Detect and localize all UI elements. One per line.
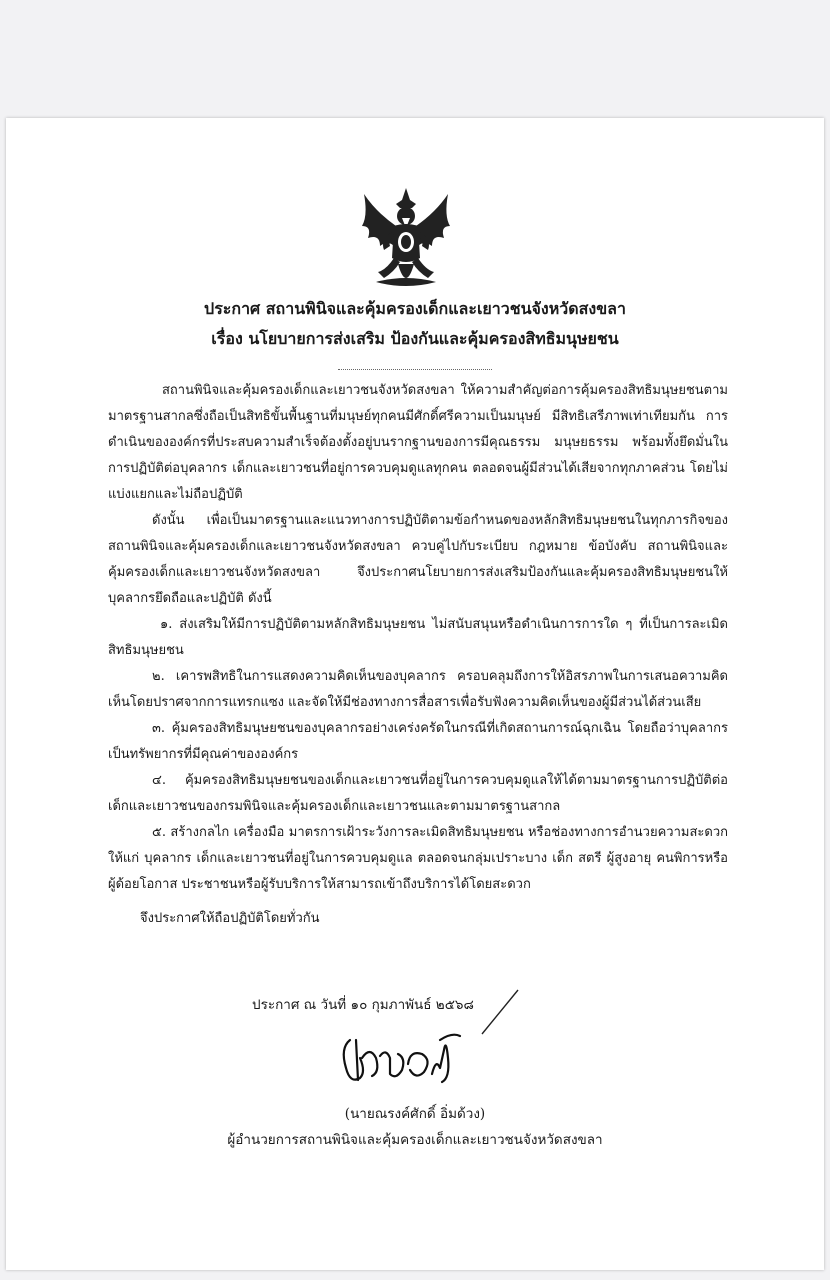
policy-item-3: ๓. คุ้มครองสิทธิมนุษยชนของบุคลากรอย่างเคร่งครัดในกรณีที่เกิดสถานการณ์ฉุกเฉิน โดยถือว่าบุคลากรเป็นทรัพยากรที่มีคุณค่าขององค์กร — [108, 721, 728, 762]
title-divider — [338, 369, 492, 370]
garuda-emblem-icon — [358, 186, 454, 294]
signer-name: (นายณรงค์ศักดิ์ อิ่มด้วง) — [344, 1106, 486, 1122]
announcement-body — [108, 378, 728, 932]
closing-statement: จึงประกาศให้ถือปฏิบัติโดยทั่วกัน — [140, 911, 320, 926]
announcement-subject: เรื่อง นโยบายการส่งเสริม ป้องกันและคุ้มครองสิทธิมนุษยชน — [211, 329, 619, 348]
policy-item-4: ๔. คุ้มครองสิทธิมนุษยชนของเด็กและเยาวชนที่อยู่ในการควบคุมดูแลให้ได้ตามมาตรฐานการปฏิบัติต่อเด็กและเยาวชนของกรมพินิจและคุ้มครองเด็กและเยาวชนและตามมาตรฐานสากล — [108, 773, 728, 814]
paragraph-intro: สถานพินิจและคุ้มครองเด็กและเยาวชนจังหวัดสงขลา ให้ความสำคัญต่อการคุ้มครองสิทธิมนุษยชนตามมาตรฐานสากลซึ่งถือเป็นสิทธิขั้นพื้นฐานที่มนุษย์ทุกคนมีศักดิ์ศรีความเป็นมนุษย์ มีสิทธิเสรีภาพเท่าเทียมกัน การดำเนินขององค์กรที่ประสบความสำเร็จต้องตั้งอยู่บนรากฐานของการมีคุณธรรม มนุษยธรรม พร้อมทั้งยึดมั่นในการปฏิบัติต่อบุคลากร เด็กและเยาวชนที่อยู่การควบคุมดูแลทุกคน ตลอดจนผู้มีส่วนได้เสียจากทุกภาคส่วน โดยไม่แบ่งแยกและไม่ถือปฏิบัติ — [108, 383, 728, 502]
policy-item-2: ๒. เคารพสิทธิในการแสดงความคิดเห็นของบุคลากร ครอบคลุมถึงการให้อิสรภาพในการเสนอความคิดเห็นโดยปราศจากการแทรกแซง และจัดให้มีช่องทางการสื่อสารเพื่อรับฟังความคิดเห็นของผู้มีส่วนได้ส่วนเสีย — [108, 669, 728, 710]
signature-icon — [336, 1028, 472, 1088]
announcement-date: ประกาศ ณ วันที่ ๑๐ กุมภาพันธ์ ๒๕๖๘ — [252, 997, 474, 1013]
policy-item-1: ๑. ส่งเสริมให้มีการปฏิบัติตามหลักสิทธิมนุษยชน ไม่สนับสนุนหรือดำเนินการการใด ๆ ที่เป็นการละเมิดสิทธิมนุษยชน — [108, 617, 728, 658]
signer-position: ผู้อำนวยการสถานพินิจและคุ้มครองเด็กและเยาวชนจังหวัดสงขลา — [227, 1132, 603, 1148]
paragraph-therefore: ดังนั้น เพื่อเป็นมาตรฐานและแนวทางการปฏิบัติตามข้อกำหนดของหลักสิทธิมนุษยชนในทุกภารกิจของสถานพินิจและคุ้มครองเด็กและเยาวชนจังหวัดสงขลา ควบคู่ไปกับระเบียบ กฎหมาย ข้อบังคับ สถานพินิจและคุ้มครองเด็กและเยาวชนจังหวัดสงขลา จึงประกาศนโยบายการส่งเสริมป้องกันและคุ้มครองสิทธิมนุษยชนให้บุคลากรยึดถือและปฏิบัติ ดังนี้ — [108, 513, 728, 606]
policy-item-5: ๕. สร้างกลไก เครื่องมือ มาตรการเฝ้าระวังการละเมิดสิทธิมนุษยชน หรือช่องทางการอำนวยความสะดวกให้แก่ บุคลากร เด็กและเยาวชนที่อยู่ในการควบคุมดูแล ตลอดจนกลุ่มเปราะบาง เด็ก สตรี ผู้สูงอายุ คนพิการหรือผู้ด้อยโอกาส ประชาชนหรือผู้รับบริการให้สามารถเข้าถึงบริการได้โดยสะดวก — [108, 825, 728, 892]
announcement-title: ประกาศ สถานพินิจและคุ้มครองเด็กและเยาวชนจังหวัดสงขลา — [204, 299, 626, 318]
pen-stroke — [480, 988, 520, 1036]
